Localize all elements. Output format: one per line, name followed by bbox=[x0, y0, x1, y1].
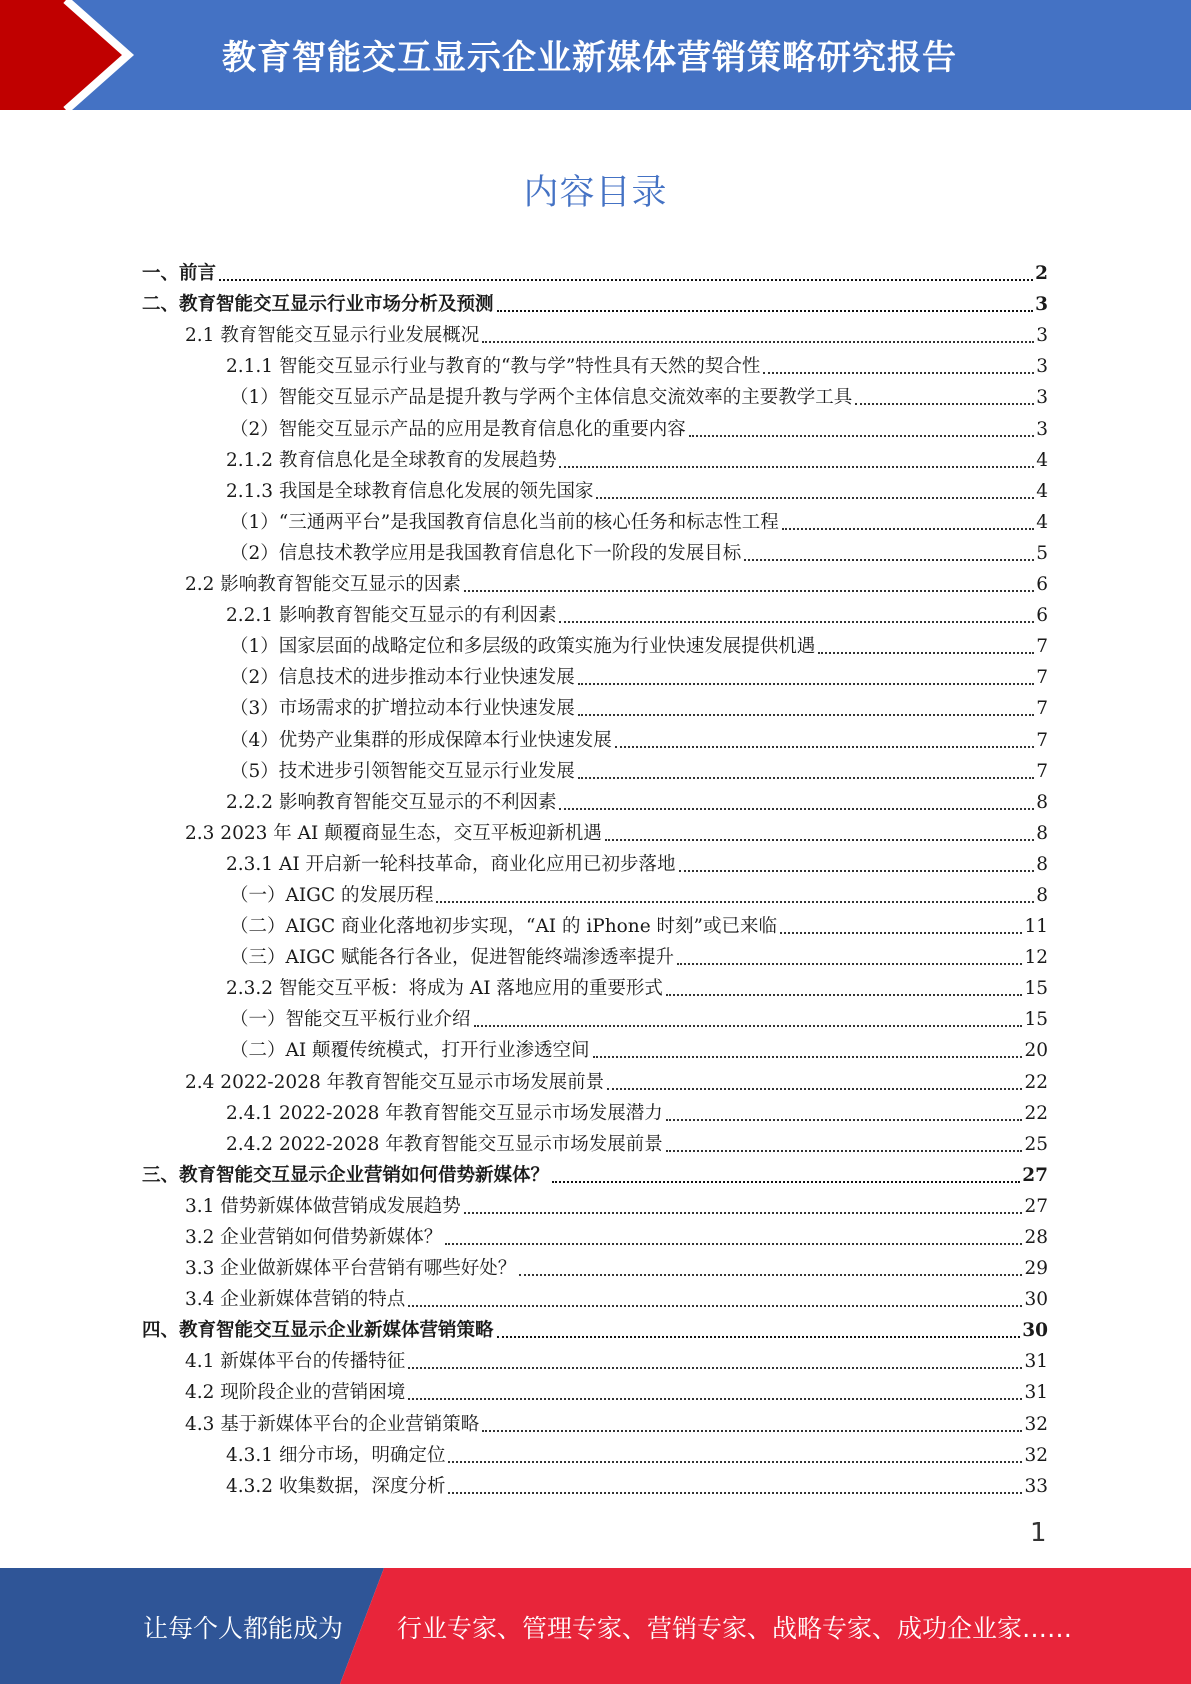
toc-entry[interactable] bbox=[142, 1405, 1048, 1436]
toc-entry-page: 27 bbox=[1024, 1195, 1048, 1217]
toc-dot-leader bbox=[219, 279, 1033, 281]
toc-entry[interactable] bbox=[142, 566, 1048, 597]
toc-entry[interactable] bbox=[142, 348, 1048, 379]
toc-dot-leader bbox=[464, 590, 1034, 592]
toc-entry[interactable] bbox=[142, 970, 1048, 1001]
toc-dot-leader bbox=[677, 963, 1022, 965]
toc-entry-page: 7 bbox=[1036, 636, 1048, 658]
toc-dot-leader bbox=[448, 1461, 1022, 1463]
toc-dot-leader bbox=[763, 372, 1034, 374]
toc-dot-leader bbox=[679, 870, 1035, 872]
toc-entry-title: （5）技术进步引领智能交互显示行业发展 bbox=[230, 760, 575, 782]
toc-entry[interactable] bbox=[142, 753, 1048, 784]
toc-entry-page: 4 bbox=[1036, 480, 1048, 502]
toc-dot-leader bbox=[596, 497, 1034, 499]
toc-dot-leader bbox=[666, 1119, 1023, 1121]
toc-dot-leader bbox=[552, 1181, 1020, 1183]
toc-entry-page: 28 bbox=[1024, 1227, 1048, 1248]
toc-entry-page: 33 bbox=[1024, 1475, 1048, 1497]
toc-entry-title: 2.4.1 2022-2028 年教育智能交互显示市场发展潜力 bbox=[226, 1102, 663, 1124]
toc-entry[interactable] bbox=[142, 1343, 1048, 1374]
toc-entry-title: 二、教育智能交互显示行业市场分析及预测 bbox=[142, 294, 494, 316]
toc-entry-page: 32 bbox=[1024, 1444, 1048, 1466]
toc-entry[interactable] bbox=[142, 1032, 1048, 1063]
toc-entry-title: 2.2 影响教育智能交互显示的因素 bbox=[185, 574, 461, 596]
footer-banner bbox=[0, 1568, 1191, 1684]
toc-entry-page: 8 bbox=[1036, 791, 1048, 813]
toc-dot-leader bbox=[559, 466, 1034, 468]
toc-entry-title: 2.3 2023 年 AI 颠覆商显生态，交互平板迎新机遇 bbox=[185, 822, 602, 844]
toc-entry[interactable] bbox=[142, 1281, 1048, 1312]
toc-entry-title: 三、教育智能交互显示企业营销如何借势新媒体？ bbox=[142, 1164, 550, 1186]
toc-dot-leader bbox=[818, 652, 1034, 654]
toc-entry-page: 12 bbox=[1024, 947, 1048, 969]
toc-dot-leader bbox=[497, 310, 1034, 312]
toc-dot-leader bbox=[408, 1398, 1022, 1400]
toc-entry[interactable] bbox=[142, 1001, 1048, 1032]
toc-dot-leader bbox=[666, 1150, 1023, 1152]
toc-entry-page: 25 bbox=[1024, 1133, 1048, 1155]
toc-entry-title: 2.3.2 智能交互平板：将成为 AI 落地应用的重要形式 bbox=[226, 978, 663, 1000]
table-of-contents bbox=[142, 255, 1048, 1499]
toc-dot-leader bbox=[578, 683, 1034, 685]
toc-heading: 内容目录 bbox=[523, 173, 668, 213]
toc-entry[interactable] bbox=[142, 1095, 1048, 1126]
toc-dot-leader bbox=[408, 1367, 1022, 1369]
toc-dot-leader bbox=[593, 1056, 1023, 1058]
toc-entry-page: 3 bbox=[1036, 387, 1048, 409]
toc-entry-title: 3.3 企业做新媒体平台营销有哪些好处？ bbox=[185, 1258, 517, 1280]
toc-entry-title: （3）市场需求的扩增拉动本行业快速发展 bbox=[230, 698, 575, 720]
toc-entry-page: 32 bbox=[1024, 1413, 1048, 1435]
toc-dot-leader bbox=[578, 714, 1034, 716]
toc-entry-page: 6 bbox=[1036, 574, 1048, 596]
toc-dot-leader bbox=[744, 559, 1034, 561]
toc-entry-title: 4.3 基于新媒体平台的企业营销策略 bbox=[185, 1413, 480, 1435]
toc-entry[interactable] bbox=[142, 1250, 1048, 1281]
toc-dot-leader bbox=[578, 777, 1034, 779]
toc-dot-leader bbox=[559, 808, 1034, 810]
toc-entry-title: （4）优势产业集群的形成保障本行业快速发展 bbox=[230, 729, 612, 751]
toc-dot-leader bbox=[482, 1430, 1022, 1432]
toc-dot-leader bbox=[519, 1274, 1022, 1276]
toc-entry[interactable] bbox=[142, 473, 1048, 504]
toc-entry-page: 30 bbox=[1024, 1289, 1048, 1311]
toc-entry[interactable] bbox=[142, 255, 1048, 286]
toc-entry[interactable] bbox=[142, 628, 1048, 659]
toc-entry[interactable] bbox=[142, 1157, 1048, 1188]
toc-entry-page: 8 bbox=[1036, 884, 1048, 906]
toc-entry[interactable] bbox=[142, 815, 1048, 846]
toc-entry-page: 8 bbox=[1036, 822, 1048, 844]
toc-entry[interactable] bbox=[142, 379, 1048, 410]
toc-entry-title: 2.1.3 我国是全球教育信息化发展的领先国家 bbox=[226, 480, 594, 502]
toc-entry-page: 15 bbox=[1024, 978, 1048, 1000]
toc-entry-page: 22 bbox=[1024, 1071, 1048, 1093]
toc-entry-title: 3.2 企业营销如何借势新媒体？ bbox=[185, 1227, 443, 1248]
toc-entry[interactable] bbox=[142, 442, 1048, 473]
toc-entry[interactable] bbox=[142, 317, 1048, 348]
toc-entry-title: 2.2.1 影响教育智能交互显示的有利因素 bbox=[226, 605, 557, 627]
toc-entry-title: （1）国家层面的战略定位和多层级的政策实施为行业快速发展提供机遇 bbox=[230, 636, 816, 658]
toc-dot-leader bbox=[482, 341, 1034, 343]
toc-dot-leader bbox=[408, 1305, 1022, 1307]
toc-dot-leader bbox=[436, 901, 1034, 903]
page-number: 1 bbox=[1030, 1518, 1047, 1548]
toc-entry-page: 5 bbox=[1036, 542, 1048, 564]
toc-entry-page: 11 bbox=[1024, 916, 1048, 938]
toc-entry-title: （1）“三通两平台”是我国教育信息化当前的核心任务和标志性工程 bbox=[230, 511, 779, 533]
toc-entry-page: 7 bbox=[1036, 760, 1048, 782]
toc-entry[interactable] bbox=[142, 1188, 1048, 1219]
toc-entry-title: 4.3.2 收集数据，深度分析 bbox=[226, 1475, 446, 1497]
toc-entry-title: 2.1.1 智能交互显示行业与教育的“教与学”特性具有天然的契合性 bbox=[226, 356, 761, 378]
toc-entry[interactable] bbox=[142, 504, 1048, 535]
footer-slogan-left: 让每个人都能成为 bbox=[143, 1614, 344, 1643]
toc-entry-title: （2）智能交互显示产品的应用是教育信息化的重要内容 bbox=[230, 418, 686, 440]
toc-entry-title: 3.4 企业新媒体营销的特点 bbox=[185, 1289, 406, 1311]
toc-entry-title: 2.3.1 AI 开启新一轮科技革命，商业化应用已初步落地 bbox=[226, 853, 676, 875]
toc-entry-page: 31 bbox=[1024, 1351, 1048, 1373]
toc-entry-page: 22 bbox=[1024, 1102, 1048, 1124]
toc-entry[interactable] bbox=[142, 597, 1048, 628]
toc-dot-leader bbox=[615, 746, 1034, 748]
toc-entry-title: （一）智能交互平板行业介绍 bbox=[230, 1009, 471, 1031]
toc-entry-title: 4.3.1 细分市场，明确定位 bbox=[226, 1444, 446, 1466]
toc-entry[interactable] bbox=[142, 659, 1048, 690]
toc-entry-page: 7 bbox=[1036, 729, 1048, 751]
toc-dot-leader bbox=[855, 403, 1034, 405]
toc-dot-leader bbox=[607, 1088, 1022, 1090]
toc-entry[interactable] bbox=[142, 939, 1048, 970]
toc-entry[interactable] bbox=[142, 846, 1048, 877]
toc-dot-leader bbox=[464, 1212, 1023, 1214]
header-banner bbox=[0, 0, 1191, 110]
toc-dot-leader bbox=[497, 1336, 1021, 1338]
toc-entry-page: 3 bbox=[1036, 356, 1048, 378]
toc-entry-title: 2.4.2 2022-2028 年教育智能交互显示市场发展前景 bbox=[226, 1133, 663, 1155]
toc-entry-page: 31 bbox=[1024, 1382, 1048, 1404]
toc-entry[interactable] bbox=[142, 721, 1048, 752]
toc-entry-page: 15 bbox=[1024, 1009, 1048, 1031]
toc-dot-leader bbox=[445, 1243, 1022, 1245]
toc-entry[interactable] bbox=[142, 1468, 1048, 1499]
toc-entry[interactable] bbox=[142, 784, 1048, 815]
toc-entry-title: （2）信息技术的进步推动本行业快速发展 bbox=[230, 667, 575, 689]
toc-entry-title: 2.1.2 教育信息化是全球教育的发展趋势 bbox=[226, 449, 557, 471]
toc-entry-page: 3 bbox=[1036, 325, 1048, 347]
toc-entry[interactable] bbox=[142, 1374, 1048, 1405]
toc-entry[interactable] bbox=[142, 1437, 1048, 1468]
toc-dot-leader bbox=[689, 435, 1034, 437]
toc-entry[interactable] bbox=[142, 286, 1048, 317]
toc-entry-title: （二）AIGC 商业化落地初步实现，“AI 的 iPhone 时刻”或已来临 bbox=[230, 916, 777, 938]
toc-entry-page: 20 bbox=[1024, 1040, 1048, 1062]
toc-dot-leader bbox=[448, 1492, 1022, 1494]
toc-dot-leader bbox=[780, 932, 1022, 934]
toc-entry-title: 2.4 2022-2028 年教育智能交互显示市场发展前景 bbox=[185, 1071, 605, 1093]
toc-entry-title: （一）AIGC 的发展历程 bbox=[230, 884, 434, 906]
toc-entry-page: 27 bbox=[1022, 1164, 1048, 1186]
toc-dot-leader bbox=[605, 839, 1035, 841]
toc-entry-page: 6 bbox=[1036, 605, 1048, 627]
toc-entry-page: 4 bbox=[1036, 449, 1048, 471]
toc-entry-page: 29 bbox=[1024, 1258, 1048, 1280]
toc-entry-title: 一、前言 bbox=[142, 263, 217, 285]
toc-entry[interactable] bbox=[142, 535, 1048, 566]
toc-entry-title: 4.2 现阶段企业的营销困境 bbox=[185, 1382, 406, 1404]
header-arrow-decoration bbox=[0, 0, 160, 110]
toc-entry-page: 4 bbox=[1036, 511, 1048, 533]
toc-entry[interactable] bbox=[142, 1219, 1048, 1250]
toc-entry-page: 2 bbox=[1035, 263, 1048, 285]
toc-entry[interactable] bbox=[142, 1312, 1048, 1343]
toc-entry-title: （1）智能交互显示产品是提升教与学两个主体信息交流效率的主要教学工具 bbox=[230, 387, 853, 409]
toc-entry-page: 30 bbox=[1022, 1320, 1048, 1342]
toc-entry-title: 3.1 借势新媒体做营销成发展趋势 bbox=[185, 1195, 461, 1217]
report-title: 教育智能交互显示企业新媒体营销策略研究报告 bbox=[222, 38, 957, 78]
footer-slogan-right: 行业专家、管理专家、营销专家、战略专家、成功企业家…… bbox=[397, 1614, 1073, 1643]
toc-entry-title: 四、教育智能交互显示企业新媒体营销策略 bbox=[142, 1320, 494, 1342]
toc-entry[interactable] bbox=[142, 1126, 1048, 1157]
toc-dot-leader bbox=[666, 994, 1023, 996]
toc-dot-leader bbox=[474, 1025, 1023, 1027]
toc-entry-title: （二）AI 颠覆传统模式，打开行业渗透空间 bbox=[230, 1040, 590, 1062]
toc-dot-leader bbox=[559, 621, 1034, 623]
toc-entry-title: 4.1 新媒体平台的传播特征 bbox=[185, 1351, 406, 1373]
toc-entry[interactable] bbox=[142, 690, 1048, 721]
toc-entry-page: 3 bbox=[1036, 418, 1048, 440]
toc-entry-title: （2）信息技术教学应用是我国教育信息化下一阶段的发展目标 bbox=[230, 542, 742, 564]
toc-entry-page: 7 bbox=[1036, 698, 1048, 720]
toc-entry-title: （三）AIGC 赋能各行各业，促进智能终端渗透率提升 bbox=[230, 947, 674, 969]
toc-entry[interactable] bbox=[142, 877, 1048, 908]
toc-entry[interactable] bbox=[142, 410, 1048, 441]
toc-entry[interactable] bbox=[142, 908, 1048, 939]
toc-dot-leader bbox=[782, 528, 1035, 530]
toc-entry-title: 2.2.2 影响教育智能交互显示的不利因素 bbox=[226, 791, 557, 813]
toc-entry-page: 7 bbox=[1036, 667, 1048, 689]
toc-entry-title: 2.1 教育智能交互显示行业发展概况 bbox=[185, 325, 480, 347]
toc-entry[interactable] bbox=[142, 1063, 1048, 1094]
toc-entry-page: 8 bbox=[1036, 853, 1048, 875]
toc-entry-page: 3 bbox=[1035, 294, 1048, 316]
